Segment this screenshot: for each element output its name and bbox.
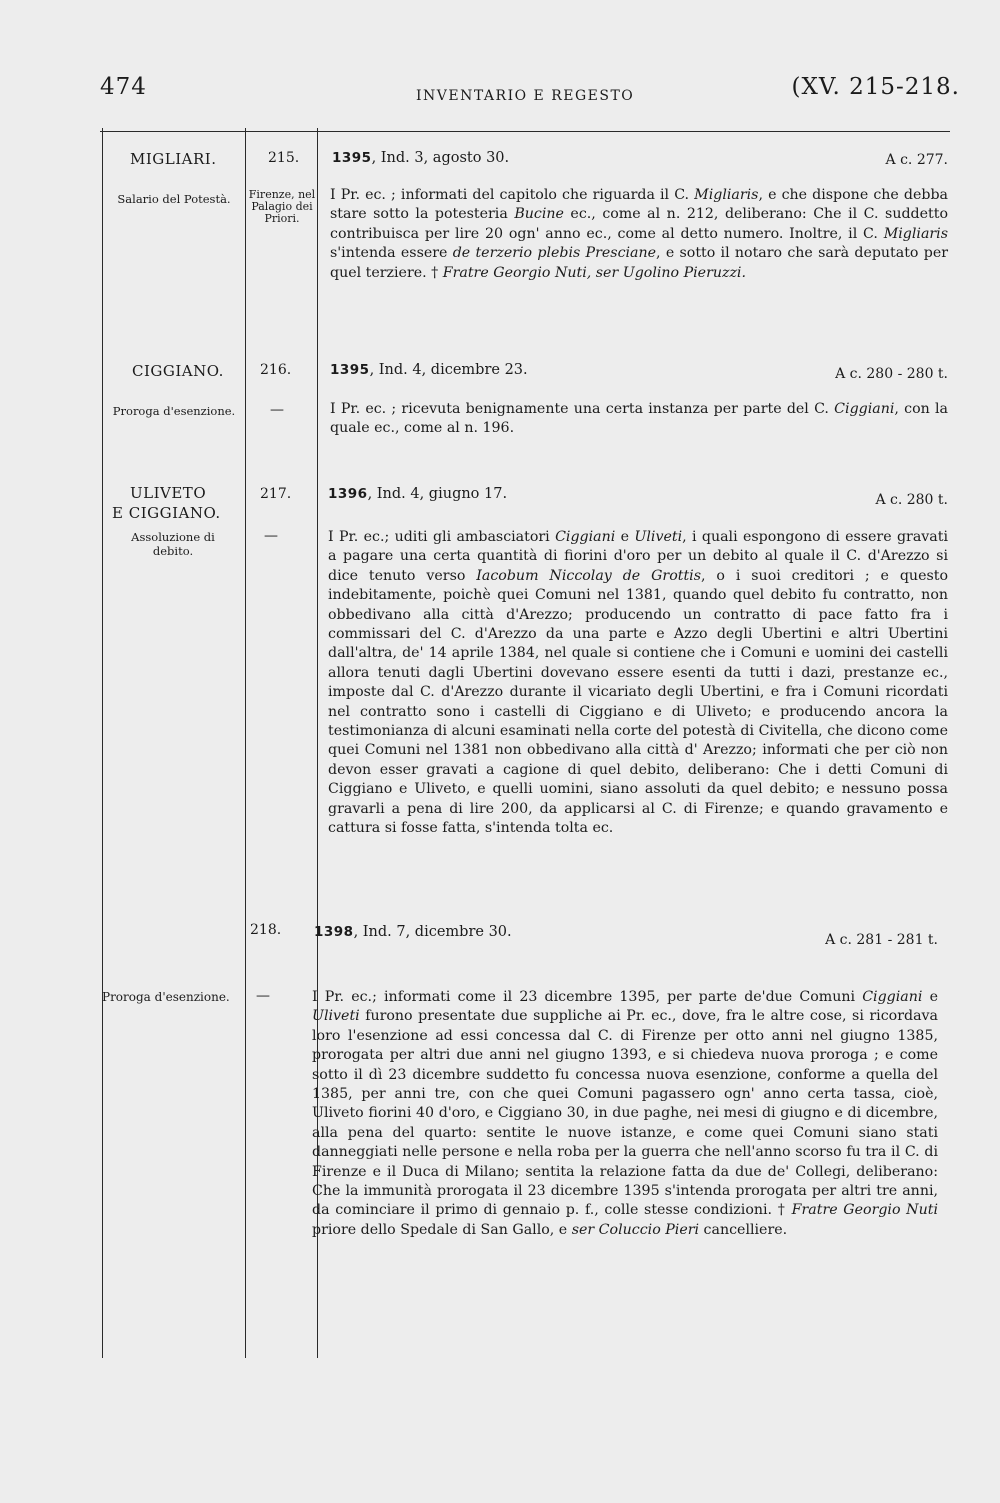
entry-reference: A c. 280 - 280 t. [835, 366, 948, 382]
entry-name-line2: E CIGGIANO. [112, 504, 221, 522]
entry-place: Firenze, nel Palagio dei Priori. [248, 188, 316, 225]
text-segment: I Pr. ec.; informati come il 23 dicembre 1395, per parte de'due Comuni [312, 989, 863, 1005]
text-italic: Iacobum Niccolay de Grottis [476, 567, 701, 584]
entry-date-rest: , Ind. 7, dicembre 30. [353, 924, 512, 940]
page-header [100, 74, 960, 114]
text-italic: Ciggiani [555, 529, 616, 545]
page-number: 474 [100, 74, 147, 100]
text-segment: , i quali espongono di essere gravati a pagare una certa quantità di fiorini d'oro per un debito al quale il C. d'Arezzo si dice tenuto verso [328, 529, 948, 584]
text-segment: , o i suoi creditori ; e questo indebitamente, poichè quei Comuni nel 1381, quando quel debito fu contratto, non obbedivano alla città d'Arezzo; producendo un contratto di pace fatto fra i commissari del C. d'Arezzo da una parte e Azzo degli Ubertini e altri Ubertini dall'altra, de' 14 aprile 1384, nel quale si contiene che i Comuni e uomini dei castelli allora tenuti dagli Ubertini dovevano essere esenti da tutti i dazi, prestanze ec., imposte dal C. d'Arezzo durante il vicariato degli Ubertini, e fra i Comuni ricordati nel contratto sono i castelli di Ciggiano e di Uliveto; e producendo ancora la testimonianza di alcuni esaminati nella corte del potestà di Civitella, che dicono come quei Comuni nel 1381 non obbedivano alla città d' Arezzo; informati che per ciò non devon esser gravati a cagione di quel debito, deliberano: Che i detti Comuni di Ciggiano e Uliveto, e quelli uomini, siano assoluti da quel debito; e nessuno possa gravarli a pena di lire 200, da applicarsi al C. di Firenze; e quando gravamento e cattura si fosse fatta, s'intenda tolta ec. [328, 567, 948, 837]
entry-reference: A c. 280 t. [875, 492, 948, 508]
entry-number: 215. [268, 150, 300, 166]
entry-number: 218. [250, 922, 282, 938]
text-italic: Migliaris [694, 187, 759, 203]
entry-year: 1396 [328, 486, 368, 502]
text-segment: e [615, 529, 635, 545]
text-italic: Uliveti [634, 529, 683, 545]
column-rule-middle [245, 128, 246, 1358]
entry-reference: A c. 277. [885, 152, 948, 168]
running-title: INVENTARIO E REGESTO [416, 88, 635, 104]
entry-date-rest: , Ind. 3, agosto 30. [371, 150, 510, 166]
entry-subject: Salario del Potestà. [117, 192, 231, 206]
text-segment: cancelliere. [699, 1221, 788, 1238]
text-segment: I Pr. ec. ; informati del capitolo che riguarda il C. [330, 187, 695, 203]
column-rule-left [102, 128, 103, 1358]
entry-number: 216. [260, 362, 292, 378]
entry-place: — [264, 528, 278, 544]
entry-place: — [270, 402, 284, 418]
text-segment: I Pr. ec. ; ricevuta benignamente una certa instanza per parte del C. [330, 401, 835, 417]
entry-date [314, 924, 512, 940]
text-italic: Ciggiani [834, 401, 895, 417]
entry-date [330, 362, 528, 378]
entry-place: — [256, 988, 270, 1004]
entry-date-rest: , Ind. 4, giugno 17. [367, 486, 508, 502]
entry-text [312, 988, 938, 1240]
entry-subject: Proroga d'esenzione. [102, 990, 230, 1004]
text-segment: s'intenda essere [330, 245, 453, 262]
header-rule [100, 131, 950, 132]
entry-year: 1398 [314, 924, 354, 940]
entry-year: 1395 [332, 150, 372, 166]
entry-year: 1395 [330, 362, 370, 378]
entry-text [328, 528, 948, 839]
entry-date-rest: , Ind. 4, dicembre 23. [369, 362, 528, 378]
text-italic: Fratre Georgio Nuti [791, 1202, 938, 1219]
text-segment: , e che dispone che debba stare sotto la potesteria [330, 187, 948, 223]
entry-subject: Assoluzione di debito. [131, 530, 215, 558]
text-italic: Ciggiani [862, 989, 923, 1005]
entry-text [330, 400, 948, 439]
text-italic: Migliaris [883, 225, 948, 242]
entry-name: CIGGIANO. [132, 362, 224, 380]
text-italic: Fratre Georgio Nuti, ser Ugolino Pieruzzi. [442, 264, 746, 281]
text-segment: , e sotto il notaro che sarà deputato per quel terziere. † [330, 245, 948, 281]
text-segment: ec., come al n. 212, deliberano: Che il C. suddetto contribuisca per lire 20 ogn' anno ec., come al detto numero. Inoltre, il C. [330, 206, 948, 242]
text-italic: Bucine [514, 206, 564, 223]
text-segment: e [922, 989, 939, 1005]
entry-name-line1: ULIVETO [130, 484, 207, 502]
text-segment: furono presentate due suppliche ai Pr. ec., dove, fra le altre cose, si ricordava loro l'esenzione ad essi concessa dal C. di Firenze per otto anni nel giugno 1385, prorogata per altri due anni nel giugno 1393, e si chiedeva nuova proroga ; e come sotto il dì 23 dicembre suddetto fu concessa nuova esenzione, conforme a quella del 1385, per anni tre, con che quei Comuni pagassero ogn' anno certa tassa, cioè, Uliveto fiorini 40 d'oro, e Ciggiano 30, in due paghe, nei mesi di giugno e di dicembre, alla pena del quarto: sentite le nuove istanze, e come quei Comuni siano stati danneggiati nelle persone e nella roba per la guerra che nell'anno scorso fu tra il C. di Firenze e il Duca di Milano; sentita la relazione fatta da due de' Collegi, deliberano: Che la immunità prorogata il 23 dicembre 1395 s'intenda prorogata per altri tre anni, da cominciare il primo di gennaio p. f., colle stesse condizioni. † [312, 1008, 938, 1219]
entry-date [332, 150, 509, 166]
entry-date [328, 486, 507, 502]
entry-subject: Proroga d'esenzione. [112, 404, 236, 418]
text-segment: priore dello Spedale di San Gallo, e [312, 1221, 572, 1238]
section-range: (XV. 215-218. [791, 74, 960, 100]
entry-name: MIGLIARI. [130, 150, 217, 168]
text-segment: , con la quale ec., come al n. 196. [330, 401, 948, 437]
text-italic: ser Coluccio Pieri [571, 1221, 700, 1238]
entry-number: 217. [260, 486, 292, 502]
text-italic: de terzerio plebis Presciane [452, 245, 657, 262]
text-italic: Uliveti [312, 1008, 360, 1025]
entry-reference: A c. 281 - 281 t. [825, 932, 938, 948]
entry-text [330, 186, 948, 283]
text-segment: I Pr. ec.; uditi gli ambasciatori [328, 529, 556, 545]
